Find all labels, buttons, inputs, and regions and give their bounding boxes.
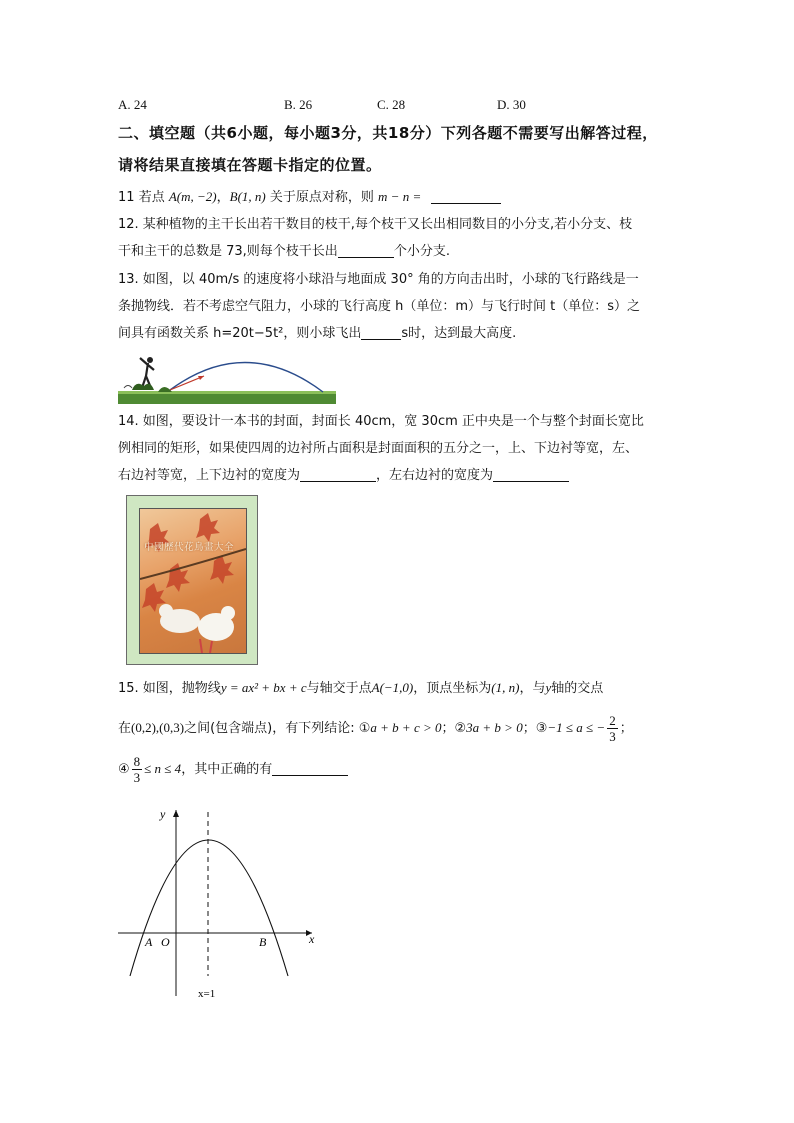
q13-line3b: s时，达到最大高度. — [401, 326, 517, 341]
q14-blank-top-bottom[interactable] — [300, 467, 376, 482]
ground-strip — [118, 393, 336, 404]
q11-text-b: 关于原点对称，则 — [269, 190, 374, 205]
q15-line2d: ；③ — [522, 721, 548, 736]
q12-line1: 12. 某种植物的主干长出若干数目的枝干,每个枝干又长出相同数目的小分支,若小分支、枝 — [118, 217, 633, 232]
q15-line3a: ④ — [118, 762, 130, 777]
q15-line2e: ； — [619, 721, 633, 736]
q15-answer-blank[interactable] — [272, 761, 348, 776]
question-14 — [118, 408, 708, 489]
q15-vertex: (1, n) — [491, 680, 520, 695]
point-a-label: A — [145, 935, 153, 949]
q13-line3a: 间具有函数关系 h=20t−5t²，则小球飞出 — [118, 326, 362, 341]
q11-answer-blank[interactable] — [431, 189, 501, 204]
point-b-label: B — [259, 935, 267, 949]
cover-title-text: 中國歷代花鳥畫大全 — [144, 542, 235, 553]
q12-line2a: 干和主干的总数是 73,则每个枝干长出 — [118, 244, 338, 259]
section-header-line1: 二、填空题（共6小题，每小题3分，共18分）下列各题不需要写出解答过程， — [118, 124, 658, 142]
q15-conclusion-1: a + b + c > 0 — [370, 720, 442, 735]
question-15 — [118, 674, 708, 785]
q14-line3a: 右边衬等宽，上下边衬的宽度为 — [118, 468, 301, 483]
q11-expr: m − n = — [378, 189, 422, 204]
q15-equation: y = ax² + bx + c — [220, 680, 307, 695]
q15-parabola-graph — [112, 800, 332, 1006]
cover-inner-painting — [139, 508, 247, 654]
q15-line3b: ，其中正确的有 — [181, 762, 273, 777]
q13-trajectory-figure — [118, 350, 336, 404]
q12-line2 — [118, 238, 708, 265]
q14-blank-left-right[interactable] — [493, 467, 569, 482]
q14-line3b: ，左右边衬的宽度为 — [376, 468, 494, 483]
option-d: D. 30 — [497, 97, 526, 112]
q11-point-b: B(1, n) — [229, 189, 266, 204]
q15-conclusion-3: −1 ≤ a ≤ − — [547, 720, 606, 735]
q13-answer-blank[interactable] — [361, 325, 401, 340]
q15-line1c: ，顶点坐标为 — [413, 681, 492, 696]
q15-line2c: ；② — [441, 721, 467, 736]
question-13 — [118, 266, 708, 347]
q15-conclusion-4: ≤ n ≤ 4 — [144, 761, 182, 776]
q15-conclusion-2: 3a + b > 0 — [466, 720, 523, 735]
q11-number: 11 — [118, 190, 135, 205]
origin-label: O — [161, 935, 170, 949]
q15-frac-8-3: $\frac{8}{3}$ — [133, 754, 141, 785]
book-cover-figure — [126, 495, 258, 665]
question-11 — [118, 183, 698, 211]
q13-line1: 13. 如图，以 40m/s 的速度将小球沿与地面成 30° 角的方向击出时，小球的飞行路线是一 — [118, 272, 639, 287]
q11-text-a: 若点 — [138, 190, 165, 205]
q15-point-a: A(−1,0) — [371, 680, 414, 695]
q14-line2: 例相同的矩形，如果使四周的边衬所占面积是封面面积的五分之一，上、下边衬等宽，左、 — [118, 441, 639, 456]
option-c: C. 28 — [377, 97, 406, 112]
q15-range: (0,2),(0,3) — [131, 720, 185, 735]
section-header — [118, 119, 698, 179]
q11-sep: ， — [216, 190, 230, 205]
previous-options — [118, 97, 678, 115]
q15-line2 — [118, 713, 708, 744]
q15-line1b: 与轴交于点 — [306, 681, 372, 696]
y-axis-arrow-icon — [173, 810, 179, 817]
option-a: A. 24 — [118, 97, 147, 112]
x-axis-label: x — [309, 932, 315, 946]
q15-line1e: 轴的交点 — [551, 681, 604, 696]
q14-line1: 14. 如图，要设计一本书的封面，封面长 40cm，宽 30cm 正中央是一个与整个封面长宽比 — [118, 414, 644, 429]
q12-answer-blank[interactable] — [338, 243, 394, 258]
symmetry-axis-label: x=1 — [198, 988, 216, 1000]
question-12 — [118, 211, 708, 265]
q15-line1d: ，与 — [519, 681, 546, 696]
q12-line2b: 个小分支. — [393, 244, 450, 259]
option-b: B. 26 — [284, 97, 313, 112]
doves-icon — [159, 604, 235, 653]
q15-line2a: 在 — [118, 721, 132, 736]
q15-y-var: y — [545, 680, 552, 695]
q15-line1 — [118, 674, 708, 703]
q15-line1a: 15. 如图，抛物线 — [118, 681, 221, 696]
q15-line2b: 之间(包含端点)，有下列结论: ① — [184, 721, 371, 736]
q15-frac-2-3: $\frac{2}{3}$ — [609, 713, 616, 744]
q11-point-a: A(m, −2) — [168, 189, 217, 204]
q13-line3 — [118, 320, 708, 347]
section-header-line2: 请将结果直接填在答题卡指定的位置。 — [118, 156, 382, 174]
parabola-curve — [130, 840, 288, 976]
y-axis-label: y — [160, 807, 166, 821]
q14-line3 — [118, 462, 708, 489]
q13-line2: 条抛物线．若不考虑空气阻力，小球的飞行高度 h（单位：m）与飞行时间 t（单位：s）之 — [118, 299, 641, 314]
q15-line3 — [118, 754, 708, 785]
